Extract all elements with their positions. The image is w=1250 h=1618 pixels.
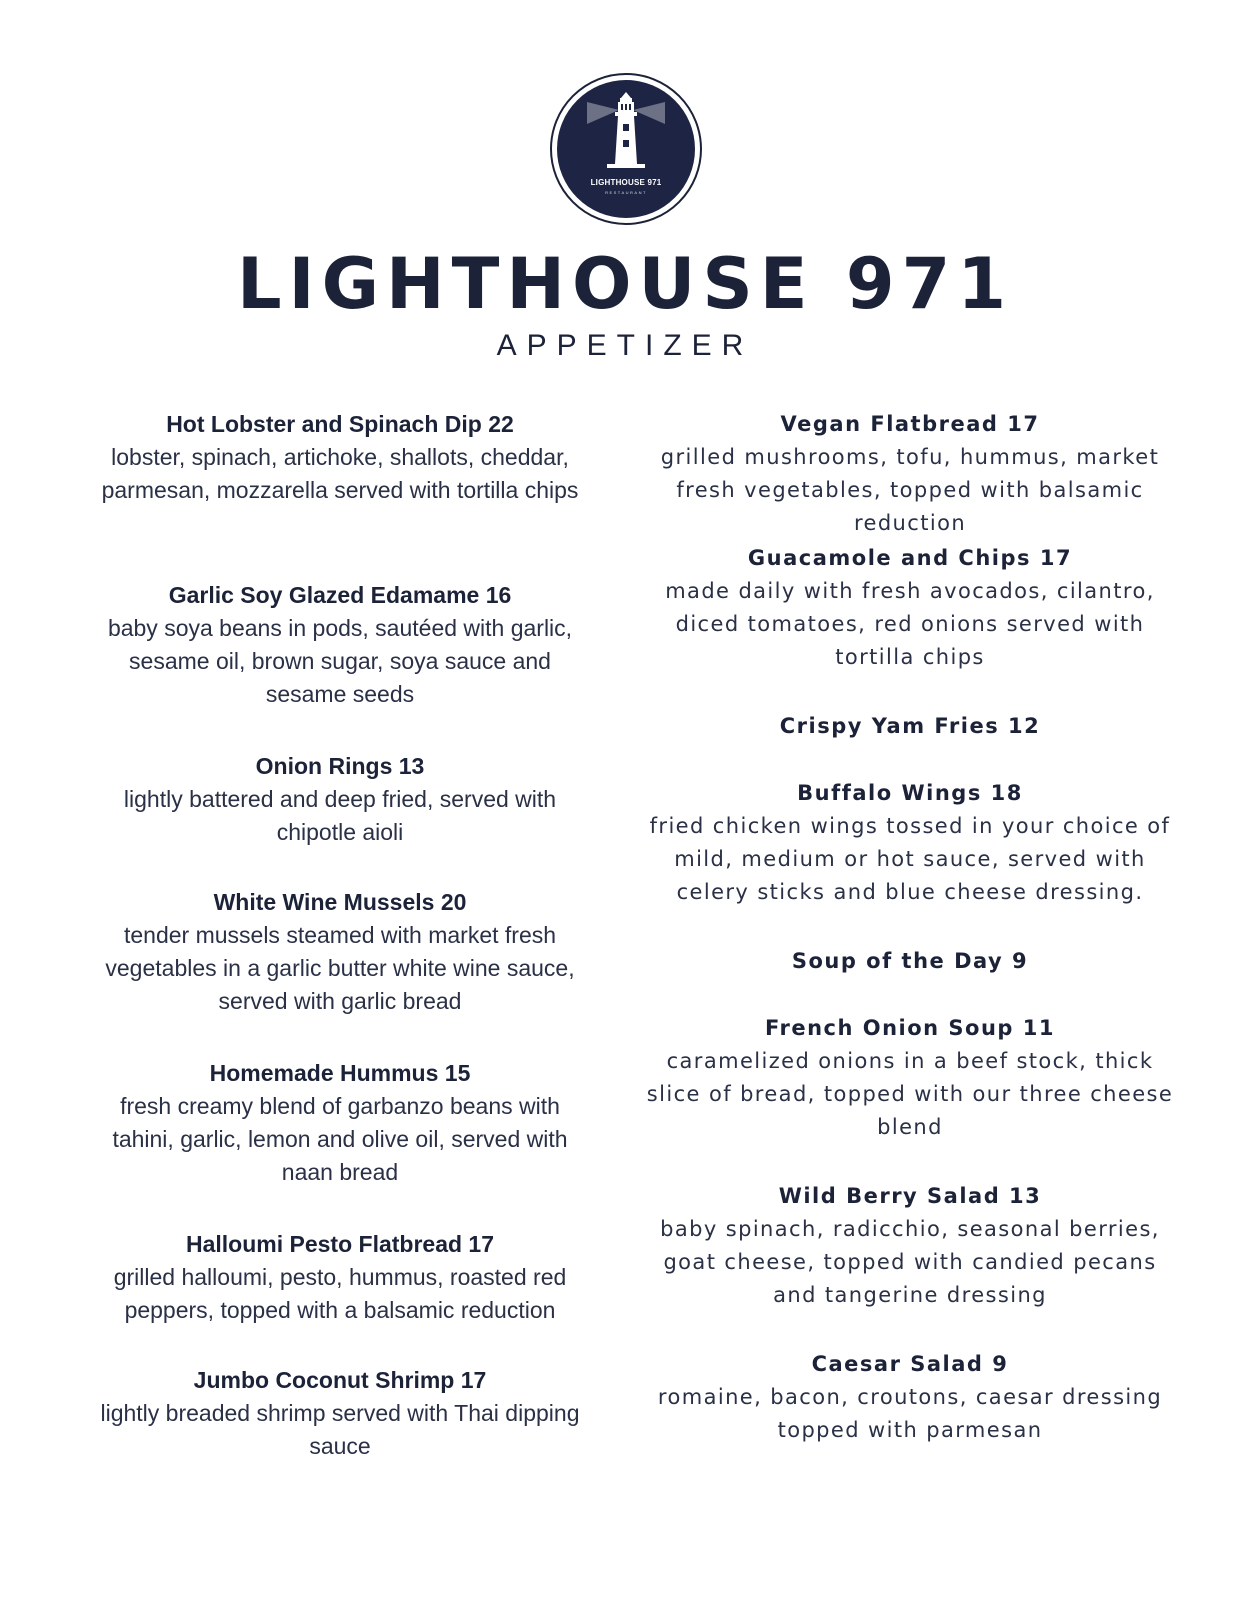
menu-item-name: Buffalo Wings 18 xyxy=(797,781,1023,805)
menu-item-name: Caesar Salad 9 xyxy=(811,1352,1009,1376)
menu-item-description: fried chicken wings tossed in your choice of mild, medium or hot sauce, served with celery sticks and blue cheese dressing. xyxy=(649,814,1171,904)
menu-item xyxy=(90,1057,590,1189)
menu-item xyxy=(640,408,1180,540)
menu-item xyxy=(640,945,1180,978)
menu-item-description: fresh creamy blend of garbanzo beans with tahini, garlic, lemon and olive oil, served with naan bread xyxy=(112,1093,568,1185)
menu-item-name: Wild Berry Salad 13 xyxy=(778,1184,1042,1208)
menu-item-name: Vegan Flatbread 17 xyxy=(780,412,1040,436)
menu-item-description: romaine, bacon, croutons, caesar dressing topped with parmesan xyxy=(657,1385,1163,1442)
menu-item-description: lobster, spinach, artichoke, shallots, cheddar, parmesan, mozzarella served with tortilla chips xyxy=(101,444,579,503)
menu-item-name: Guacamole and Chips 17 xyxy=(747,546,1073,570)
menu-item-description: made daily with fresh avocados, cilantro, diced tomatoes, red onions served with tortilla chips xyxy=(665,579,1155,669)
menu-item-name: Soup of the Day 9 xyxy=(791,949,1029,973)
menu-item xyxy=(640,777,1180,909)
menu-item-name: Garlic Soy Glazed Edamame 16 xyxy=(168,582,512,608)
menu-item xyxy=(90,408,590,507)
menu-item-description: baby soya beans in pods, sautéed with garlic, sesame oil, brown sugar, soya sauce and sesame seeds xyxy=(107,615,573,707)
restaurant-logo xyxy=(550,73,702,225)
menu-item xyxy=(90,1364,590,1463)
menu-item-name: White Wine Mussels 20 xyxy=(213,889,467,915)
lighthouse-icon xyxy=(557,80,695,218)
menu-item-description: grilled mushrooms, tofu, hummus, market fresh vegetables, topped with balsamic reduction xyxy=(660,445,1160,535)
page-title: LIGHTHOUSE 971 xyxy=(236,243,1014,325)
menu-item xyxy=(90,579,590,711)
menu-section-title: APPETIZER xyxy=(496,329,754,362)
menu-item-description: lightly battered and deep fried, served with chipotle aioli xyxy=(123,786,557,845)
menu-item-name: Crispy Yam Fries 12 xyxy=(779,714,1041,738)
logo-wordmark: LIGHTHOUSE 971 xyxy=(590,178,662,187)
menu-item xyxy=(90,750,590,849)
menu-item xyxy=(90,886,590,1018)
menu-item xyxy=(90,1228,590,1327)
menu-item xyxy=(640,542,1180,674)
menu-item-name: Halloumi Pesto Flatbread 17 xyxy=(185,1231,495,1257)
menu-item-name: Homemade Hummus 15 xyxy=(209,1060,471,1086)
menu-item xyxy=(640,1012,1180,1144)
logo-badge xyxy=(557,80,695,218)
menu-item xyxy=(640,710,1180,743)
menu-item-name: Onion Rings 13 xyxy=(255,753,425,779)
logo-subtext: RESTAURANT xyxy=(605,190,647,195)
menu-item-name: Hot Lobster and Spinach Dip 22 xyxy=(166,411,514,437)
menu-item-description: baby spinach, radicchio, seasonal berries, goat cheese, topped with candied pecans and tangerine dressing xyxy=(660,1217,1160,1307)
menu-item-description: grilled halloumi, pesto, hummus, roasted red peppers, topped with a balsamic reduction xyxy=(113,1264,567,1323)
menu-item xyxy=(640,1180,1180,1312)
menu-item-name: Jumbo Coconut Shrimp 17 xyxy=(193,1367,487,1393)
menu-item xyxy=(640,1348,1180,1447)
menu-item-name: French Onion Soup 11 xyxy=(764,1016,1056,1040)
menu-item-description: tender mussels steamed with market fresh vegetables in a garlic butter white wine sauce, served with garlic bread xyxy=(105,922,575,1014)
menu-item-description: lightly breaded shrimp served with Thai dipping sauce xyxy=(100,1400,580,1459)
menu-item-description: caramelized onions in a beef stock, thick slice of bread, topped with our three cheese blend xyxy=(646,1049,1174,1139)
